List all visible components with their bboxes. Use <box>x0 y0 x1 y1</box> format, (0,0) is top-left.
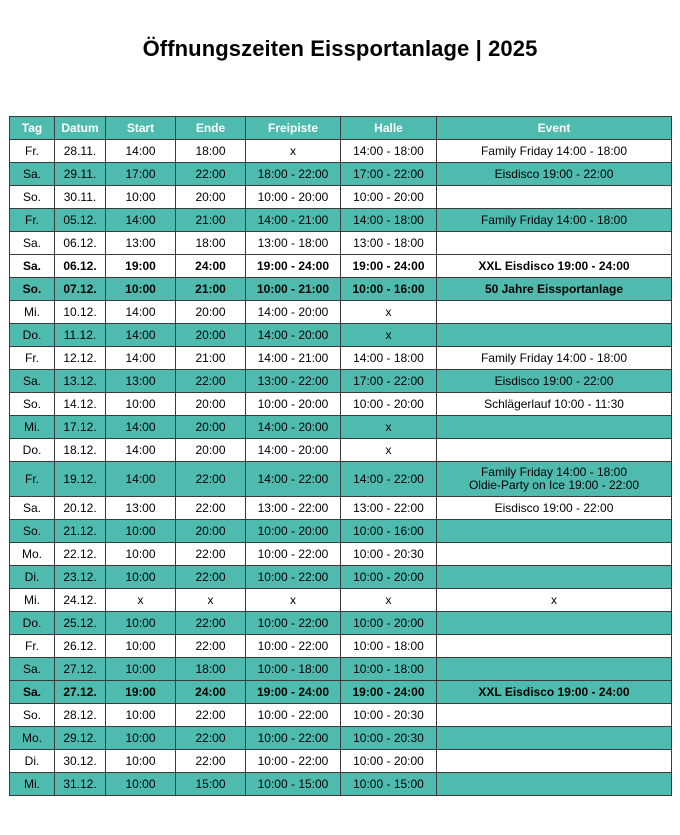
cell-ende: 22:00 <box>176 566 246 589</box>
cell-event <box>437 186 672 209</box>
cell-event <box>437 773 672 796</box>
cell-halle: 10:00 - 20:00 <box>341 566 437 589</box>
cell-start: x <box>106 589 176 612</box>
cell-halle: 10:00 - 16:00 <box>341 278 437 301</box>
event-line: Eisdisco 19:00 - 22:00 <box>494 166 614 181</box>
cell-event <box>437 520 672 543</box>
cell-event <box>437 543 672 566</box>
cell-ende: 18:00 <box>176 232 246 255</box>
cell-start: 10:00 <box>106 520 176 543</box>
cell-start: 17:00 <box>106 163 176 186</box>
cell-tag: So. <box>10 520 55 543</box>
cell-start: 19:00 <box>106 681 176 704</box>
cell-halle: 17:00 - 22:00 <box>341 370 437 393</box>
column-header-ende: Ende <box>176 117 246 140</box>
cell-datum: 28.12. <box>55 704 106 727</box>
table-row <box>10 324 672 347</box>
table-row <box>10 635 672 658</box>
cell-tag: Mi. <box>10 301 55 324</box>
cell-ende: 20:00 <box>176 301 246 324</box>
column-header-datum: Datum <box>55 117 106 140</box>
cell-event <box>437 209 672 232</box>
event-line: Family Friday 14:00 - 18:00 <box>480 212 628 227</box>
table-row <box>10 393 672 416</box>
cell-halle: 13:00 - 18:00 <box>341 232 437 255</box>
cell-freipiste: 19:00 - 24:00 <box>246 681 341 704</box>
cell-datum: 17.12. <box>55 416 106 439</box>
cell-ende: 24:00 <box>176 681 246 704</box>
cell-start: 10:00 <box>106 704 176 727</box>
table-row <box>10 370 672 393</box>
cell-datum: 31.12. <box>55 773 106 796</box>
cell-ende: 22:00 <box>176 370 246 393</box>
cell-tag: So. <box>10 186 55 209</box>
cell-datum: 27.12. <box>55 681 106 704</box>
table-row <box>10 255 672 278</box>
cell-tag: Mi. <box>10 773 55 796</box>
cell-datum: 18.12. <box>55 439 106 462</box>
cell-event <box>437 612 672 635</box>
cell-ende: 15:00 <box>176 773 246 796</box>
cell-datum: 22.12. <box>55 543 106 566</box>
table-row <box>10 681 672 704</box>
cell-datum: 26.12. <box>55 635 106 658</box>
event-line: XXL Eisdisco 19:00 - 24:00 <box>478 684 630 699</box>
cell-start: 13:00 <box>106 497 176 520</box>
table-row <box>10 612 672 635</box>
cell-freipiste: 14:00 - 20:00 <box>246 324 341 347</box>
cell-freipiste: 10:00 - 22:00 <box>246 612 341 635</box>
table-row <box>10 186 672 209</box>
cell-freipiste: 13:00 - 22:00 <box>246 370 341 393</box>
cell-start: 13:00 <box>106 232 176 255</box>
cell-event <box>437 658 672 681</box>
cell-freipiste: 10:00 - 22:00 <box>246 750 341 773</box>
cell-event <box>437 278 672 301</box>
cell-freipiste: 10:00 - 22:00 <box>246 635 341 658</box>
event-line: XXL Eisdisco 19:00 - 24:00 <box>478 258 630 273</box>
cell-halle: 10:00 - 20:00 <box>341 186 437 209</box>
cell-tag: Mo. <box>10 543 55 566</box>
table-row <box>10 462 672 497</box>
cell-start: 10:00 <box>106 278 176 301</box>
cell-halle: 19:00 - 24:00 <box>341 255 437 278</box>
cell-freipiste: 10:00 - 15:00 <box>246 773 341 796</box>
cell-halle: 10:00 - 18:00 <box>341 658 437 681</box>
cell-start: 19:00 <box>106 255 176 278</box>
cell-freipiste: 10:00 - 21:00 <box>246 278 341 301</box>
cell-freipiste: x <box>246 589 341 612</box>
cell-datum: 11.12. <box>55 324 106 347</box>
cell-halle: 17:00 - 22:00 <box>341 163 437 186</box>
cell-freipiste: 10:00 - 20:00 <box>246 186 341 209</box>
table-row <box>10 773 672 796</box>
cell-event <box>437 416 672 439</box>
cell-halle: 10:00 - 20:30 <box>341 727 437 750</box>
cell-event <box>437 393 672 416</box>
cell-freipiste: 19:00 - 24:00 <box>246 255 341 278</box>
event-line: Schlägerlauf 10:00 - 11:30 <box>484 396 624 411</box>
event-line: x <box>551 592 557 607</box>
cell-ende: 22:00 <box>176 462 246 497</box>
cell-tag: Di. <box>10 566 55 589</box>
event-line: Oldie-Party on Ice 19:00 - 22:00 <box>468 478 640 492</box>
cell-event <box>437 370 672 393</box>
cell-halle: 19:00 - 24:00 <box>341 681 437 704</box>
cell-halle: 10:00 - 16:00 <box>341 520 437 543</box>
cell-datum: 06.12. <box>55 255 106 278</box>
table-row <box>10 520 672 543</box>
cell-halle: 10:00 - 20:30 <box>341 704 437 727</box>
cell-ende: 22:00 <box>176 635 246 658</box>
table-row <box>10 140 672 163</box>
cell-datum: 12.12. <box>55 347 106 370</box>
cell-datum: 28.11. <box>55 140 106 163</box>
column-header-freipiste: Freipiste <box>246 117 341 140</box>
cell-datum: 25.12. <box>55 612 106 635</box>
cell-start: 10:00 <box>106 773 176 796</box>
cell-event <box>437 727 672 750</box>
cell-ende: 21:00 <box>176 209 246 232</box>
event-line: Eisdisco 19:00 - 22:00 <box>494 373 614 388</box>
cell-start: 10:00 <box>106 750 176 773</box>
cell-tag: Do. <box>10 324 55 347</box>
cell-start: 14:00 <box>106 209 176 232</box>
cell-event <box>437 140 672 163</box>
cell-ende: 22:00 <box>176 612 246 635</box>
cell-start: 10:00 <box>106 727 176 750</box>
cell-event <box>437 347 672 370</box>
page-title: Öffnungszeiten Eissportanlage | 2025 <box>142 36 538 61</box>
cell-tag: Mi. <box>10 416 55 439</box>
cell-tag: Sa. <box>10 232 55 255</box>
cell-tag: So. <box>10 704 55 727</box>
column-header-tag: Tag <box>10 117 55 140</box>
table-row <box>10 543 672 566</box>
cell-ende: 20:00 <box>176 520 246 543</box>
cell-ende: x <box>176 589 246 612</box>
cell-freipiste: 10:00 - 20:00 <box>246 393 341 416</box>
cell-freipiste: 14:00 - 21:00 <box>246 209 341 232</box>
table-row <box>10 589 672 612</box>
cell-tag: Sa. <box>10 255 55 278</box>
table-row <box>10 658 672 681</box>
cell-datum: 13.12. <box>55 370 106 393</box>
cell-start: 10:00 <box>106 566 176 589</box>
cell-freipiste: 10:00 - 22:00 <box>246 566 341 589</box>
cell-start: 14:00 <box>106 462 176 497</box>
cell-tag: Do. <box>10 439 55 462</box>
cell-datum: 10.12. <box>55 301 106 324</box>
column-header-halle: Halle <box>341 117 437 140</box>
cell-datum: 30.11. <box>55 186 106 209</box>
table-row <box>10 209 672 232</box>
cell-ende: 20:00 <box>176 416 246 439</box>
cell-start: 14:00 <box>106 439 176 462</box>
table-row <box>10 347 672 370</box>
cell-ende: 18:00 <box>176 658 246 681</box>
cell-tag: Fr. <box>10 347 55 370</box>
cell-ende: 20:00 <box>176 186 246 209</box>
cell-event <box>437 681 672 704</box>
cell-start: 10:00 <box>106 543 176 566</box>
cell-start: 14:00 <box>106 140 176 163</box>
cell-freipiste: 13:00 - 18:00 <box>246 232 341 255</box>
cell-freipiste: 10:00 - 18:00 <box>246 658 341 681</box>
table-row <box>10 416 672 439</box>
cell-datum: 29.12. <box>55 727 106 750</box>
cell-start: 10:00 <box>106 612 176 635</box>
cell-halle: x <box>341 324 437 347</box>
cell-freipiste: 10:00 - 22:00 <box>246 543 341 566</box>
cell-ende: 22:00 <box>176 543 246 566</box>
cell-ende: 24:00 <box>176 255 246 278</box>
cell-freipiste: 10:00 - 22:00 <box>246 727 341 750</box>
cell-start: 10:00 <box>106 186 176 209</box>
cell-start: 14:00 <box>106 416 176 439</box>
cell-ende: 22:00 <box>176 750 246 773</box>
event-line: Family Friday 14:00 - 18:00 <box>480 350 628 365</box>
cell-datum: 14.12. <box>55 393 106 416</box>
cell-event <box>437 589 672 612</box>
cell-start: 14:00 <box>106 301 176 324</box>
cell-event <box>437 566 672 589</box>
cell-datum: 29.11. <box>55 163 106 186</box>
cell-ende: 21:00 <box>176 278 246 301</box>
event-line: 50 Jahre Eissportanlage <box>484 281 624 296</box>
cell-freipiste: 14:00 - 20:00 <box>246 439 341 462</box>
cell-tag: Sa. <box>10 658 55 681</box>
cell-tag: Sa. <box>10 163 55 186</box>
cell-tag: So. <box>10 393 55 416</box>
cell-tag: Fr. <box>10 462 55 497</box>
table-row <box>10 566 672 589</box>
cell-freipiste: 18:00 - 22:00 <box>246 163 341 186</box>
table-row <box>10 301 672 324</box>
cell-ende: 21:00 <box>176 347 246 370</box>
cell-ende: 20:00 <box>176 324 246 347</box>
cell-freipiste: 10:00 - 20:00 <box>246 520 341 543</box>
cell-event <box>437 750 672 773</box>
table-row <box>10 497 672 520</box>
cell-halle: x <box>341 439 437 462</box>
cell-datum: 20.12. <box>55 497 106 520</box>
table-row <box>10 750 672 773</box>
cell-freipiste: 10:00 - 22:00 <box>246 704 341 727</box>
cell-halle: x <box>341 589 437 612</box>
cell-ende: 22:00 <box>176 163 246 186</box>
cell-tag: Mi. <box>10 589 55 612</box>
cell-datum: 07.12. <box>55 278 106 301</box>
cell-event <box>437 439 672 462</box>
column-header-event: Event <box>437 117 672 140</box>
cell-datum: 30.12. <box>55 750 106 773</box>
cell-event <box>437 163 672 186</box>
cell-halle: 10:00 - 20:00 <box>341 750 437 773</box>
table-row <box>10 704 672 727</box>
cell-event <box>437 462 672 497</box>
cell-datum: 23.12. <box>55 566 106 589</box>
cell-start: 10:00 <box>106 635 176 658</box>
cell-event <box>437 635 672 658</box>
cell-halle: 10:00 - 15:00 <box>341 773 437 796</box>
cell-freipiste: 14:00 - 22:00 <box>246 462 341 497</box>
cell-freipiste: 14:00 - 20:00 <box>246 416 341 439</box>
table-row <box>10 232 672 255</box>
event-line: Family Friday 14:00 - 18:00 <box>480 143 628 158</box>
column-header-start: Start <box>106 117 176 140</box>
cell-datum: 27.12. <box>55 658 106 681</box>
cell-halle: 10:00 - 18:00 <box>341 635 437 658</box>
table-row <box>10 439 672 462</box>
cell-ende: 22:00 <box>176 704 246 727</box>
cell-start: 14:00 <box>106 324 176 347</box>
cell-freipiste: 13:00 - 22:00 <box>246 497 341 520</box>
event-line: Family Friday 14:00 - 18:00 <box>480 465 628 479</box>
cell-start: 10:00 <box>106 393 176 416</box>
cell-freipiste: x <box>246 140 341 163</box>
cell-start: 10:00 <box>106 658 176 681</box>
cell-datum: 19.12. <box>55 462 106 497</box>
table-row <box>10 727 672 750</box>
cell-event <box>437 324 672 347</box>
cell-start: 14:00 <box>106 347 176 370</box>
cell-halle: 14:00 - 22:00 <box>341 462 437 497</box>
cell-ende: 22:00 <box>176 497 246 520</box>
schedule-table <box>9 116 672 796</box>
schedule-body <box>10 140 672 796</box>
cell-tag: Sa. <box>10 681 55 704</box>
cell-freipiste: 14:00 - 21:00 <box>246 347 341 370</box>
cell-tag: Sa. <box>10 370 55 393</box>
event-line: Eisdisco 19:00 - 22:00 <box>494 500 614 515</box>
cell-datum: 06.12. <box>55 232 106 255</box>
cell-event <box>437 301 672 324</box>
cell-tag: Fr. <box>10 209 55 232</box>
cell-event <box>437 232 672 255</box>
header-row <box>10 117 672 140</box>
cell-tag: Mo. <box>10 727 55 750</box>
cell-tag: So. <box>10 278 55 301</box>
cell-datum: 05.12. <box>55 209 106 232</box>
cell-halle: x <box>341 416 437 439</box>
cell-ende: 18:00 <box>176 140 246 163</box>
cell-halle: 10:00 - 20:00 <box>341 612 437 635</box>
cell-halle: x <box>341 301 437 324</box>
cell-datum: 24.12. <box>55 589 106 612</box>
cell-halle: 14:00 - 18:00 <box>341 140 437 163</box>
cell-event <box>437 497 672 520</box>
cell-event <box>437 704 672 727</box>
cell-tag: Fr. <box>10 140 55 163</box>
cell-freipiste: 14:00 - 20:00 <box>246 301 341 324</box>
cell-halle: 14:00 - 18:00 <box>341 209 437 232</box>
cell-ende: 22:00 <box>176 727 246 750</box>
cell-halle: 10:00 - 20:00 <box>341 393 437 416</box>
cell-halle: 14:00 - 18:00 <box>341 347 437 370</box>
cell-tag: Di. <box>10 750 55 773</box>
cell-start: 13:00 <box>106 370 176 393</box>
cell-halle: 13:00 - 22:00 <box>341 497 437 520</box>
cell-tag: Do. <box>10 612 55 635</box>
table-row <box>10 163 672 186</box>
cell-halle: 10:00 - 20:30 <box>341 543 437 566</box>
cell-datum: 21.12. <box>55 520 106 543</box>
table-row <box>10 278 672 301</box>
cell-tag: Sa. <box>10 497 55 520</box>
cell-event <box>437 255 672 278</box>
cell-tag: Fr. <box>10 635 55 658</box>
cell-ende: 20:00 <box>176 439 246 462</box>
cell-ende: 20:00 <box>176 393 246 416</box>
